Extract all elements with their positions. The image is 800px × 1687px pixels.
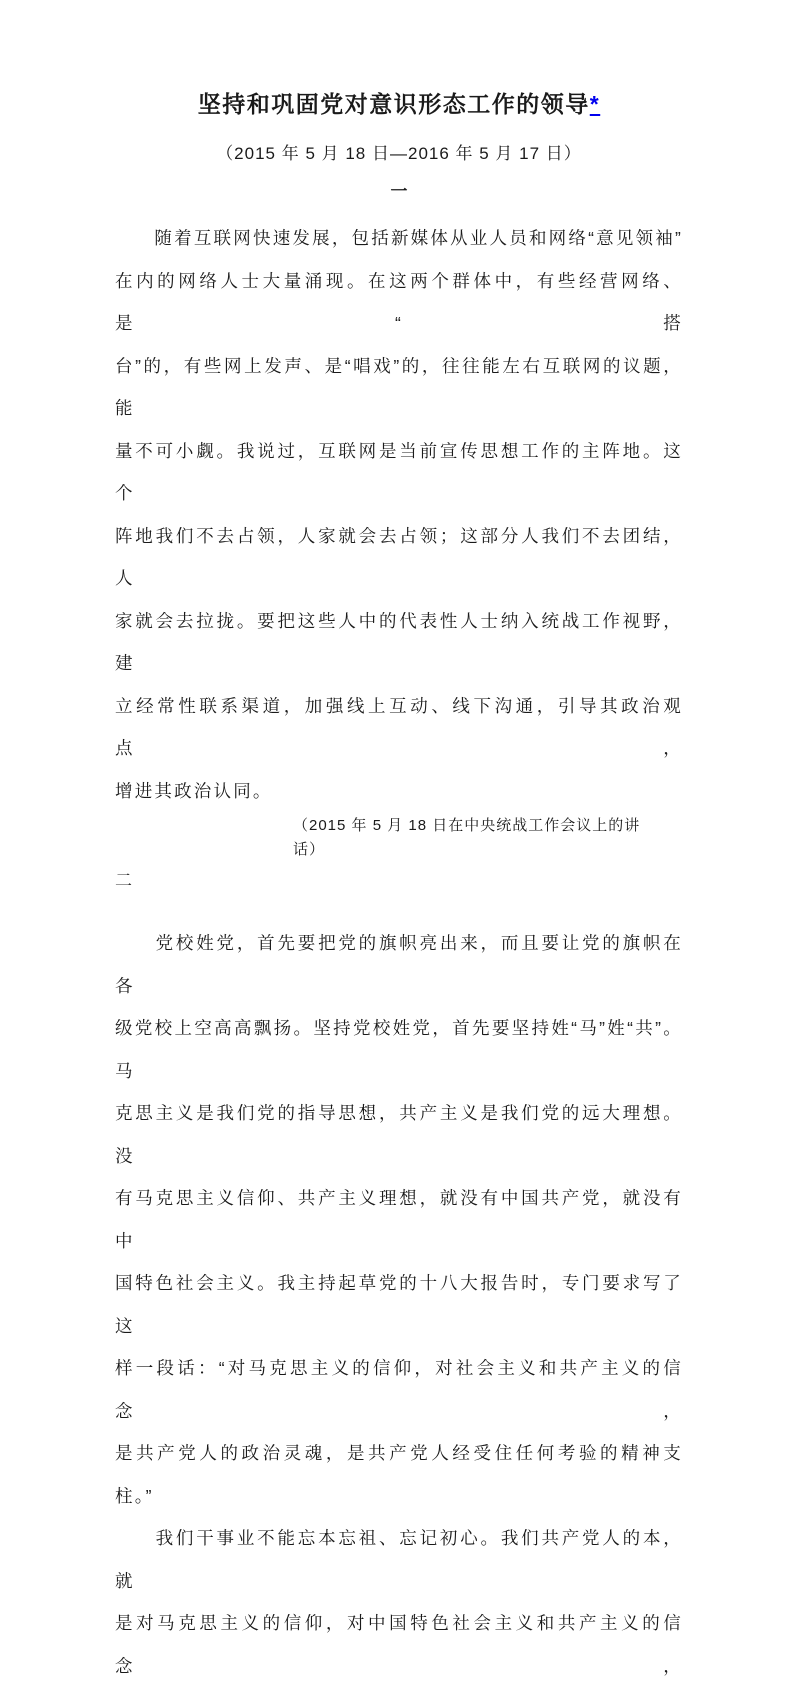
text-line: 阵地我们不去占领，人家就会去占领；这部分人我们不去团结，人 (115, 525, 683, 588)
text-line: 国特色社会主义。我主持起草党的十八大报告时，专门要求写了这 (115, 1273, 683, 1336)
text-line: 我们干事业不能忘本忘祖、忘记初心。我们共产党人的本，就 (115, 1528, 683, 1591)
document-date-range: （2015 年 5 月 18 日—2016 年 5 月 17 日） (216, 144, 582, 163)
footnote-asterisk-link[interactable]: * (589, 91, 601, 117)
text-line: 在内的网络人士大量涌现。在这两个群体中，有些经营网络、是“搭 (115, 270, 683, 333)
text-line: 是共产党人的政治灵魂，是共产党人经受住任何考验的精神支柱。” (115, 1443, 683, 1506)
text-line: 级党校上空高高飘扬。坚持党校姓党，首先要坚持姓“马”姓“共”。马 (115, 1018, 683, 1081)
document-title (115, 88, 683, 120)
text-line: 党校姓党，首先要把党的旗帜亮出来，而且要让党的旗帜在各 (115, 933, 683, 996)
section-marker-one: 一 (390, 182, 408, 201)
text-line: 是对马克思主义的信仰，对中国特色社会主义和共产主义的信念， (115, 1613, 683, 1676)
text-line: 有马克思主义信仰、共产主义理想，就没有中国共产党，就没有中 (115, 1188, 683, 1251)
document-title-text: 坚持和巩固党对意识形态工作的领导 (197, 91, 590, 117)
paragraph-three (115, 1517, 683, 1687)
section-marker-two: 二 (115, 871, 132, 890)
text-line: 样一段话：“对马克思主义的信仰，对社会主义和共产主义的信念， (115, 1358, 683, 1421)
citation-source (293, 814, 683, 862)
text-line: 随着互联网快速发展，包括新媒体从业人员和网络“意见领袖” (115, 228, 683, 248)
text-line: 增进其政治认同。 (115, 780, 273, 801)
paragraph-two (115, 922, 683, 1517)
text-line: 量不可小觑。我说过，互联网是当前宣传思想工作的主阵地。这个 (115, 440, 683, 503)
citation-line: （2015 年 5 月 18 日在中央统战工作会议上的讲 (293, 817, 641, 834)
text-line: 立经常性联系渠道，加强线上互动、线下沟通，引导其政治观点， (115, 695, 683, 758)
paragraph-one (115, 217, 683, 812)
text-line: 台”的，有些网上发声、是“唱戏”的，往往能左右互联网的议题，能 (115, 355, 683, 418)
text-line: 克思主义是我们党的指导思想，共产主义是我们党的远大理想。没 (115, 1103, 683, 1166)
text-line: 家就会去拉拢。要把这些人中的代表性人士纳入统战工作视野，建 (115, 610, 683, 673)
document-page (0, 88, 800, 1676)
citation-line: 话） (293, 841, 326, 858)
